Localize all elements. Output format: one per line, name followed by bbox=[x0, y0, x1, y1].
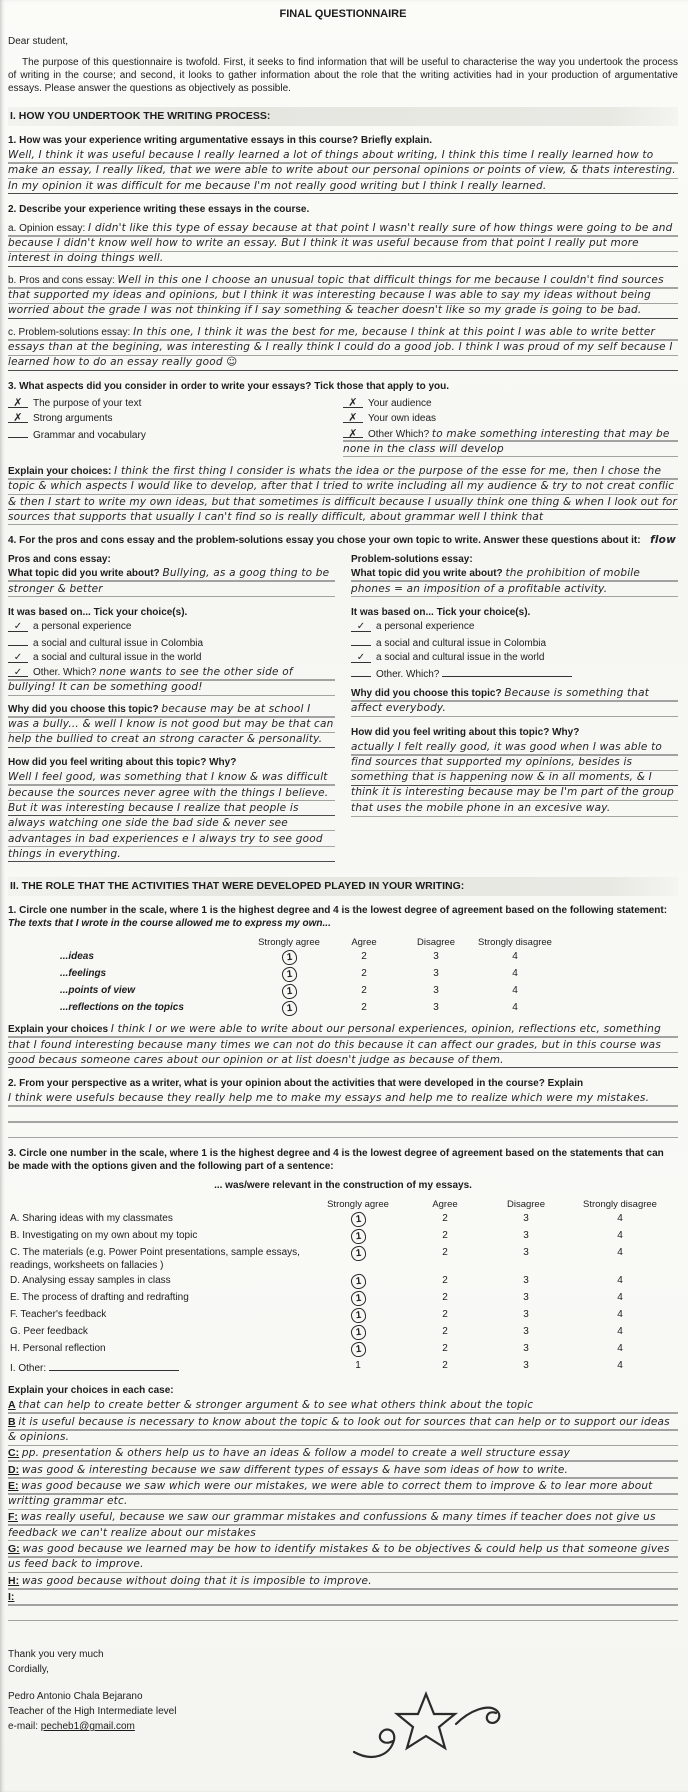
rating-2: 2 bbox=[442, 1309, 448, 1321]
rating-3: 3 bbox=[523, 1213, 529, 1225]
circled-rating-1: 1 bbox=[281, 984, 297, 1000]
scale-header: Strongly disagree bbox=[478, 937, 552, 949]
checkbox-option bbox=[8, 620, 335, 633]
circled-rating-1: 1 bbox=[350, 1246, 366, 1262]
checkbox-option bbox=[8, 426, 343, 442]
star-doodle-icon bbox=[338, 1686, 518, 1766]
option-label: Other Which? bbox=[368, 428, 430, 440]
signature-name: Pedro Antonio Chala Bejarano bbox=[8, 1690, 143, 1702]
scale-header: Disagree bbox=[416, 937, 456, 949]
option-label: a personal experience bbox=[376, 620, 475, 632]
explain-label: Explain your choices: bbox=[8, 466, 112, 478]
s1-q3-explain-block bbox=[8, 464, 678, 526]
s1-q2a-block bbox=[8, 221, 678, 268]
option-label: a social and cultural issue in Colombia bbox=[33, 637, 204, 649]
s1-q2c-block bbox=[8, 325, 678, 372]
s1-q2b-label: b. Pros and cons essay: bbox=[8, 274, 115, 286]
pros-cons-column bbox=[8, 553, 335, 863]
pc-topic-block bbox=[8, 566, 335, 598]
explain-item-I bbox=[8, 1590, 678, 1622]
blank-answer-line bbox=[49, 1359, 179, 1371]
rating-4: 4 bbox=[512, 1002, 518, 1014]
scale-row-label: ...feelings bbox=[60, 968, 107, 980]
rating-4: 4 bbox=[617, 1343, 623, 1355]
s2-q1-scale-table bbox=[60, 936, 678, 1017]
s2-q1-explain-block bbox=[8, 1022, 678, 1069]
scale-header: Agree bbox=[351, 937, 377, 949]
tick-mark-line bbox=[8, 620, 28, 632]
tick-mark-line bbox=[343, 426, 363, 438]
explain-item-C bbox=[8, 1446, 678, 1462]
circled-rating-1: 1 bbox=[350, 1291, 366, 1307]
option-label: Your audience bbox=[368, 397, 432, 409]
tick-mark: ✗ bbox=[348, 395, 358, 409]
checkbox-option-other bbox=[8, 665, 335, 697]
circled-rating-1: 1 bbox=[281, 967, 297, 983]
checkbox-option bbox=[351, 620, 678, 633]
pc-why-block bbox=[8, 702, 335, 749]
ps-feel-answer: actually I felt really good, it was good when I was able to find sources that supported my opinions, besides is something that is happening now & in all moments, & I think it is interesting because may be I'm part of the group that uses the mobile phone in an excesive way. bbox=[351, 740, 678, 817]
other-which-answer: to make something interesting that may be none in the class will develop bbox=[343, 427, 670, 455]
cordially-line: Cordially, bbox=[8, 1663, 49, 1675]
scale-row-label: ...reflections on the topics bbox=[60, 1002, 184, 1014]
rating-2: 2 bbox=[442, 1292, 448, 1304]
rating-3: 3 bbox=[523, 1326, 529, 1338]
page-title: FINAL QUESTIONNAIRE bbox=[279, 8, 407, 20]
explain-item-text: was good because we saw which were our mistakes, we were able to correct them to improve & to lear more about writting grammar etc. bbox=[8, 1479, 653, 1508]
tick-mark-line bbox=[351, 634, 371, 646]
s1-q3-label: 3. What aspects did you consider in order to write your essays? Tick those that apply to you. bbox=[8, 380, 450, 392]
tick-mark-line bbox=[343, 411, 363, 423]
option-label: Strong arguments bbox=[33, 412, 113, 424]
explain-item-E bbox=[8, 1479, 678, 1511]
option-label: a social and cultural issue in the world bbox=[33, 651, 202, 663]
tick-mark: ✓ bbox=[13, 620, 23, 632]
option-label: Other. Which? bbox=[376, 668, 440, 680]
checkbox-option bbox=[8, 396, 343, 410]
ps-why-block bbox=[351, 686, 678, 718]
tick-mark-line bbox=[8, 396, 28, 408]
s1-q2b-block bbox=[8, 273, 678, 320]
scale-header: Strongly agree bbox=[258, 937, 320, 949]
email-address: pecheb1@gmail.com bbox=[40, 1720, 135, 1732]
s1-q2c-answer: In this one, I think it was the best for me, because I think at this point I was able to write better essays than at the begining, was interesting & I really think I could do a good job. I think I was proud of my self because I learned how to do an essay really good ☺ bbox=[8, 325, 673, 369]
rating-2: 2 bbox=[442, 1247, 448, 1259]
ps-topic-answer: the prohibition of mobile phones = an imposition of a profitable activity. bbox=[351, 567, 641, 595]
scale-row-label: I. Other: bbox=[10, 1358, 310, 1376]
scale-row-label: H. Personal reflection bbox=[10, 1343, 106, 1355]
s2-q3-label: 3. Circle one number in the scale, where 1 is the highest degree and 4 is the lowest degree of agreement based on the statements that can be made with the options given and the following part of a sentence: bbox=[8, 1148, 664, 1173]
explain-item-D bbox=[8, 1463, 678, 1479]
ps-why-answer: Because is something that affect everybody. bbox=[351, 686, 650, 715]
s2-q1-explain-answer: I think I or we were able to write about our personal experiences, opinion, reflections etc, something that I found interesting because many times we can not do this because it can affect our grades, but in this course was good becaus someone cares about our opinion or at list doesn't judge as because of them. bbox=[8, 1023, 661, 1066]
explain-item-text: that can help to create better & stronger argument & to see what others think about the topic bbox=[18, 1399, 534, 1412]
tick-mark-line bbox=[351, 665, 371, 677]
s1-q4-label: flow 4. For the pros and cons essay and the problem-solutions essay you chose your own topic to write. Answer these questions about it: bbox=[8, 534, 676, 547]
checkbox-option bbox=[8, 651, 335, 664]
explain-item-B bbox=[8, 1415, 678, 1447]
salutation: Dear student, bbox=[8, 36, 69, 47]
section1-heading: I. HOW YOU UNDERTOOK THE WRITING PROCESS: bbox=[8, 107, 678, 126]
based-on-label: It was based on... Tick your choice(s). bbox=[8, 606, 188, 618]
explain-item-H bbox=[8, 1574, 678, 1590]
explain-item-text: was good because we learned may be how to identify mistakes & to be objectives & could help us that someone gives us feed back to improve. bbox=[8, 1543, 670, 1571]
scale-header: Strongly agree bbox=[327, 1199, 389, 1211]
explain-item-G bbox=[8, 1542, 678, 1574]
tick-mark-line bbox=[343, 396, 363, 408]
rating-4: 4 bbox=[617, 1360, 623, 1372]
pc-why-answer: because may be at school I was a bully... & well I know is not good but may be that can help the bullied to creat an strong caracter & personality. bbox=[8, 702, 334, 746]
tick-mark: ✗ bbox=[348, 410, 358, 424]
rating-4: 4 bbox=[512, 951, 518, 963]
rating-3: 3 bbox=[523, 1309, 529, 1321]
rating-1: 1 bbox=[355, 1360, 361, 1372]
option-label: a social and cultural issue in the world bbox=[376, 651, 545, 663]
circled-rating-1: 1 bbox=[350, 1212, 366, 1228]
pc-feel-answer: Well I feel good, was something that I know & was difficult because the sources never agree with the things I believe. But it was interesting because I realize that people is always watching one side the bad side & never see advantages in bad experiences e I always try to see good things in everything. bbox=[8, 770, 335, 863]
scale-row-label: D. Analysing essay samples in class bbox=[10, 1275, 171, 1287]
q4-two-columns bbox=[8, 553, 678, 863]
rating-3: 3 bbox=[433, 951, 439, 963]
s2-q1-label: 1. Circle one number in the scale, where 1 is the highest degree and 4 is the lowest degree of agreement based on the following statement: The texts that I wrote in the course allowed me to express my own... bbox=[8, 905, 668, 930]
topic-label: What topic did you write about? bbox=[8, 568, 160, 580]
scale-row-label: A. Sharing ideas with my classmates bbox=[10, 1213, 173, 1225]
rating-3: 3 bbox=[523, 1247, 529, 1259]
rating-3: 3 bbox=[523, 1360, 529, 1372]
circled-rating-1: 1 bbox=[350, 1342, 366, 1358]
circled-rating-1: 1 bbox=[350, 1325, 366, 1341]
pc-topic-answer: Bullying, as a goog thing to be stronger & better bbox=[8, 567, 330, 595]
rating-4: 4 bbox=[617, 1309, 623, 1321]
rating-2: 2 bbox=[361, 968, 367, 980]
explain-item-key: G: bbox=[8, 1543, 20, 1556]
checkbox-option bbox=[351, 634, 678, 650]
rating-4: 4 bbox=[617, 1275, 623, 1287]
tick-mark: ✓ bbox=[13, 666, 23, 678]
closing-block bbox=[8, 1648, 678, 1733]
scale-row-label: G. Peer feedback bbox=[10, 1326, 88, 1338]
scale-header: Agree bbox=[432, 1199, 458, 1211]
tick-mark-line bbox=[351, 620, 371, 632]
explain-item-key: F: bbox=[8, 1511, 18, 1524]
s2-q3-explain-label: Explain your choices in each case: bbox=[8, 1385, 174, 1397]
explain-item-key: E: bbox=[8, 1479, 19, 1492]
rating-3: 3 bbox=[523, 1275, 529, 1287]
scale-header: Strongly disagree bbox=[583, 1199, 657, 1211]
s1-q2a-answer: I didn't like this type of essay because at that point I wasn't really sure of how things were going to be and because I didn't know well how to write an essay. But I think it was useful because from that point I really put more interest in doing things well. bbox=[8, 221, 673, 265]
option-label: a social and cultural issue in Colombia bbox=[376, 637, 547, 649]
scale-row-label: ...ideas bbox=[60, 951, 94, 963]
circled-rating-1: 1 bbox=[281, 1001, 297, 1017]
pros-cons-heading: Pros and cons essay: bbox=[8, 554, 111, 566]
rating-4: 4 bbox=[617, 1247, 623, 1259]
tick-mark: ✗ bbox=[13, 410, 23, 424]
pc-other-answer: none wants to see the other side of bullying! It can be something good! bbox=[8, 665, 293, 694]
rating-4: 4 bbox=[617, 1292, 623, 1304]
thanks-line: Thank you very much bbox=[8, 1648, 104, 1660]
s2-q1-statement: The texts that I wrote in the course allowed me to express my own... bbox=[8, 918, 331, 930]
scale-header: Disagree bbox=[506, 1199, 546, 1211]
tick-mark-line bbox=[8, 426, 28, 438]
explain-item-text: pp. presentation & others help us to have an ideas & follow a model to create a well structure essay bbox=[21, 1447, 571, 1460]
tick-mark: ✗ bbox=[13, 395, 23, 409]
s2-q3-scale-table bbox=[10, 1198, 678, 1376]
s1-q3-explain-answer: I think the first thing I consider is whats the idea or the purpose of the esse for me, then I chose the topic & which aspects I would like to develop, after that I tried to write including all my audience & try to not creat conflic & then I start to write my own ideas, but that sometimes is difficult because I usually think one thing & when I look out for sources that supports that usually I can't find so is really difficult, about grammar well I think that bbox=[8, 465, 678, 524]
option-label: Other. Which? bbox=[33, 666, 97, 678]
explain-item-key: H: bbox=[8, 1574, 20, 1587]
tick-mark: ✓ bbox=[356, 620, 366, 632]
feel-label: How did you feel writing about this topic? Why? bbox=[8, 757, 237, 769]
option-label: The purpose of your text bbox=[33, 397, 142, 409]
tick-mark-line bbox=[8, 634, 28, 646]
explain-item-key: B bbox=[8, 1415, 16, 1428]
explain-item-key: D: bbox=[8, 1463, 20, 1476]
scale-row-label: E. The process of drafting and redrafting bbox=[10, 1292, 189, 1304]
explain-item-F bbox=[8, 1510, 678, 1542]
rating-2: 2 bbox=[442, 1343, 448, 1355]
signature-role: Teacher of the High Intermediate level bbox=[8, 1705, 177, 1717]
tick-mark-line bbox=[351, 651, 371, 663]
checkbox-option-other bbox=[351, 665, 678, 681]
explain-item-key: C: bbox=[8, 1447, 20, 1460]
why-label: Why did you choose this topic? bbox=[8, 703, 159, 715]
tick-mark: ✓ bbox=[13, 651, 23, 663]
feel-label: How did you feel writing about this topic? Why? bbox=[351, 726, 580, 738]
based-on-label: It was based on... Tick your choice(s). bbox=[351, 606, 531, 618]
option-label: Your own ideas bbox=[368, 412, 437, 424]
explain-item-text: was really useful, because we saw our grammar mistakes and confussions & many times if teacher does not give us feedback we can't realize about our mistakes bbox=[8, 1511, 656, 1539]
circled-rating-1: 1 bbox=[281, 950, 297, 966]
explain-item-key: A bbox=[8, 1399, 16, 1412]
section2-heading: II. THE ROLE THAT THE ACTIVITIES THAT WERE DEVELOPED PLAYED IN YOUR WRITING: bbox=[8, 877, 678, 896]
tick-mark-line bbox=[8, 665, 28, 677]
checkbox-option bbox=[343, 411, 678, 425]
tick-mark-line bbox=[8, 651, 28, 663]
rating-3: 3 bbox=[433, 968, 439, 980]
explain-item-text: was good because without doing that it is imposible to improve. bbox=[21, 1574, 372, 1587]
scale-row-label: B. Investigating on my own about my topic bbox=[10, 1230, 198, 1242]
problem-solutions-column bbox=[351, 553, 678, 863]
problem-solutions-heading: Problem-solutions essay: bbox=[351, 554, 473, 566]
intro-paragraph: The purpose of this questionnaire is twofold. First, it seeks to find information that will be useful to characterise the way you undertook the process of writing in the course; and second, it looks to gather information about the role that the writing activities had in your production of argumentative essays. Please answer the questions as objectively as possible. bbox=[8, 57, 678, 94]
checkbox-option bbox=[8, 634, 335, 650]
rating-4: 4 bbox=[617, 1213, 623, 1225]
circled-rating-1: 1 bbox=[350, 1308, 366, 1324]
s1-q2c-label: c. Problem-solutions essay: bbox=[8, 326, 131, 338]
rating-4: 4 bbox=[512, 968, 518, 980]
circled-rating-1: 1 bbox=[350, 1274, 366, 1290]
checkbox-option bbox=[8, 411, 343, 425]
explain-item-key: I: bbox=[8, 1590, 15, 1603]
checkbox-option bbox=[351, 651, 678, 664]
explain-item-A bbox=[8, 1398, 678, 1414]
rating-3: 3 bbox=[523, 1292, 529, 1304]
explain-item-text: it is useful because is necessary to know about the topic & to look out for sources that can help or to support our ideas & opinions. bbox=[8, 1415, 670, 1443]
rating-2: 2 bbox=[361, 1002, 367, 1014]
s2-q2-label: 2. From your perspective as a writer, what is your opinion about the activities that were developed in the course? Explain bbox=[8, 1078, 584, 1090]
option-label: Grammar and vocabulary bbox=[33, 429, 146, 441]
scale-row-label: ...points of view bbox=[60, 985, 136, 997]
rating-3: 3 bbox=[433, 1002, 439, 1014]
margin-note: flow bbox=[650, 534, 676, 547]
scale-row-label: F. Teacher's feedback bbox=[10, 1309, 107, 1321]
explain-label: Explain your choices bbox=[8, 1024, 109, 1036]
rating-4: 4 bbox=[617, 1326, 623, 1338]
s1-q2a-label: a. Opinion essay: bbox=[8, 222, 86, 234]
circled-rating-1: 1 bbox=[350, 1229, 366, 1245]
rating-3: 3 bbox=[433, 985, 439, 997]
why-label: Why did you choose this topic? bbox=[351, 687, 502, 699]
tick-mark: ✓ bbox=[356, 651, 366, 663]
s2-q3-statement: ... was/were relevant in the construction of my essays. bbox=[214, 1180, 472, 1192]
tick-mark: ✗ bbox=[348, 426, 358, 440]
explain-item-text: was good & interesting because we saw different types of essays & have som ideas of how to write. bbox=[21, 1463, 569, 1476]
email-line: e-mail: pecheb1@gmail.com bbox=[8, 1720, 135, 1732]
checkbox-option-other bbox=[343, 426, 678, 459]
rating-4: 4 bbox=[512, 985, 518, 997]
rating-2: 2 bbox=[442, 1360, 448, 1372]
blank-ruled-lines bbox=[8, 1107, 678, 1139]
scale-row-label: C. The materials (e.g. Power Point presentations, sample essays, readings, worksheets on fallacies ) bbox=[10, 1247, 300, 1272]
rating-2: 2 bbox=[442, 1230, 448, 1242]
rating-2: 2 bbox=[442, 1326, 448, 1338]
rating-2: 2 bbox=[361, 985, 367, 997]
checkbox-option bbox=[343, 396, 678, 410]
s1-q2-label: 2. Describe your experience writing these essays in the course. bbox=[8, 203, 310, 215]
s1-q1-label: 1. How was your experience writing argumentative essays in this course? Briefly explain. bbox=[8, 135, 433, 146]
blank-answer-line bbox=[442, 665, 572, 677]
topic-label: What topic did you write about? bbox=[351, 568, 503, 580]
s2-q2-answer: I think were usefuls because they really help me to make my essays and help me to realize which were my mistakes. bbox=[8, 1091, 678, 1107]
rating-2: 2 bbox=[361, 951, 367, 963]
s1-q1-answer: Well, I think it was useful because I really learned a lot of things about writing, I think this time I really learned how to make an essay, I really liked, that we were able to write about our personal opinions or points of view, & thats interesting. In my opinion it was difficult for me because I'm not really good writing but I think I really learned. bbox=[8, 148, 678, 195]
s1-q3-options bbox=[8, 395, 678, 460]
option-label: a personal experience bbox=[33, 620, 132, 632]
rating-3: 3 bbox=[523, 1343, 529, 1355]
rating-2: 2 bbox=[442, 1275, 448, 1287]
tick-mark-line bbox=[8, 411, 28, 423]
rating-4: 4 bbox=[617, 1230, 623, 1242]
ps-topic-block bbox=[351, 566, 678, 598]
s1-q2b-answer: Well in this one I choose an unusual topic that difficult things for me because I couldn't find sources that supported my ideas and opinions, but I think it was interesting because I was able to say my ideas without being worried about the grade I was not thinking if I say something & teacher doesn't like so my grade is going to be bad. bbox=[8, 273, 664, 317]
rating-2: 2 bbox=[442, 1213, 448, 1225]
rating-3: 3 bbox=[523, 1230, 529, 1242]
